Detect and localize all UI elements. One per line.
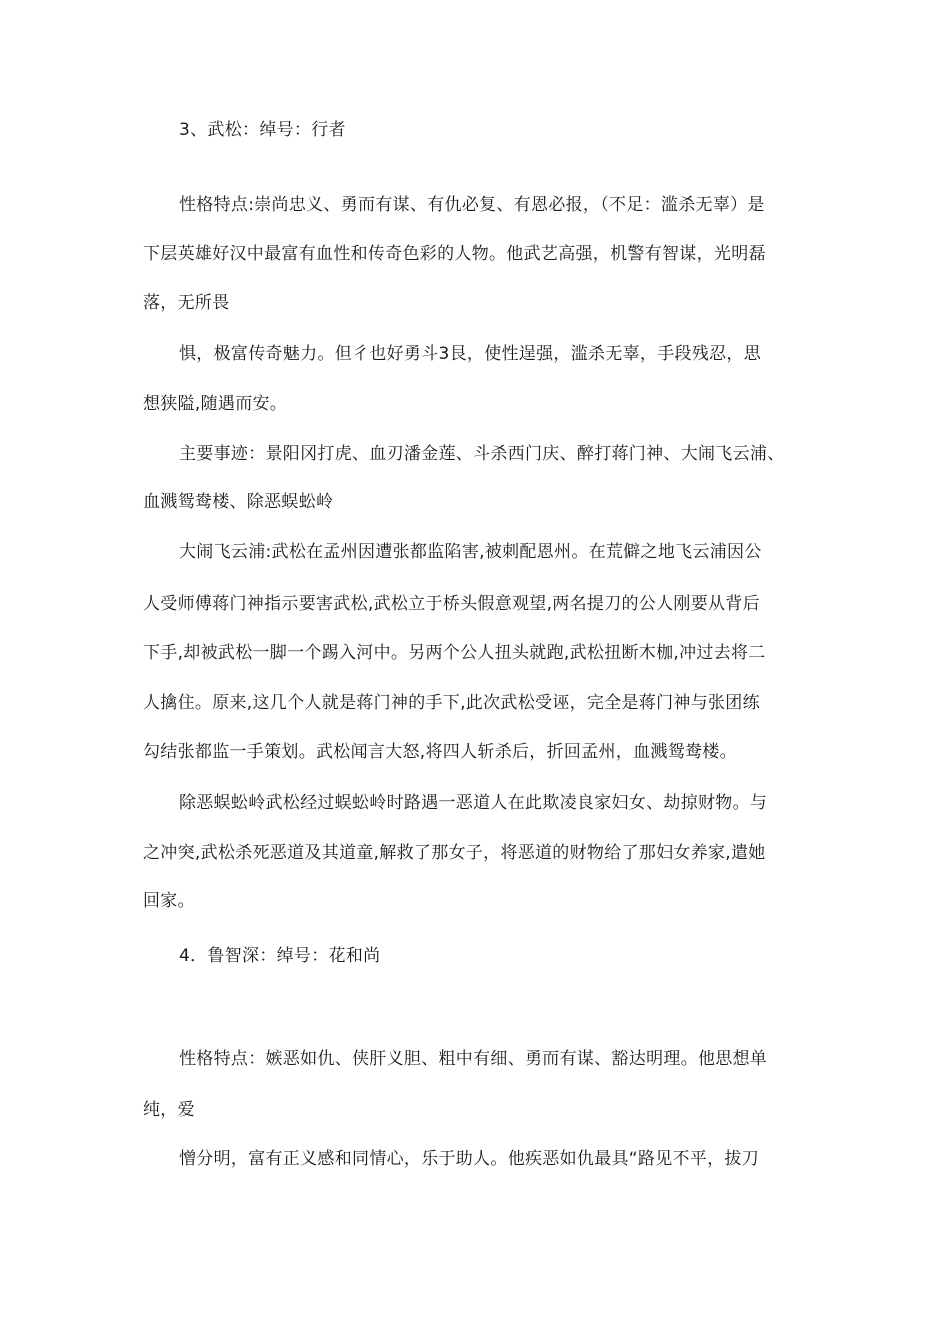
paragraph-line: 性格特点：嫉恶如仇、侠肝义胆、粗中有细、勇而有谋、豁达明理。他思想单 <box>179 1049 768 1069</box>
paragraph-line: 性格特点:崇尚忠义、勇而有谋、有仇必复、有恩必报，（不足：滥杀无辜）是 <box>179 195 765 215</box>
paragraph-line: 纯，爱 <box>143 1100 195 1120</box>
paragraph-line: 之冲突,武松杀死恶道及其道童,解救了那女子，将恶道的财物给了那妇女养家,遣她 <box>143 843 766 863</box>
heading-luzhishen: 4．鲁智深：绰号：花和尚 <box>179 946 381 966</box>
paragraph-line: 下手,却被武松一脚一个踢入河中。另两个公人扭头就跑,武松扭断木枷,冲过去将二 <box>143 643 766 663</box>
paragraph-line: 人受师傅蒋门神指示要害武松,武松立于桥头假意观望,两名提刀的公人刚要从背后 <box>143 594 760 614</box>
paragraph-line: 大闹飞云浦:武松在孟州因遭张都监陷害,被刺配恩州。在荒僻之地飞云浦因公 <box>179 542 762 562</box>
paragraph-line: 憎分明，富有正义感和同情心，乐于助人。他疾恶如仇最具“路见不平，拔刀 <box>179 1149 760 1169</box>
paragraph-line: 回家。 <box>143 891 195 911</box>
paragraph-line: 惧，极富传奇魅力。但彳也好勇斗3艮，使性逞强，滥杀无辜，手段残忍，思 <box>179 344 762 364</box>
paragraph-line: 除恶蜈蚣岭武松经过蜈蚣岭时路遇一恶道人在此欺凌良家妇女、劫掠财物。与 <box>179 793 768 813</box>
paragraph-line: 血溅鸳鸯楼、除恶蜈蚣岭 <box>143 492 334 512</box>
paragraph-line: 下层英雄好汉中最富有血性和传奇色彩的人物。他武艺高强，机警有智谋，光明磊 <box>143 244 766 264</box>
paragraph-line: 主要事迹：景阳冈打虎、血刃潘金莲、斗杀西门庆、醉打蒋门神、大闹飞云浦、 <box>179 444 785 464</box>
heading-wusong: 3、武松：绰号：行者 <box>179 120 346 140</box>
paragraph-line: 想狭隘,随遇而安。 <box>143 394 288 414</box>
paragraph-line: 落，无所畏 <box>143 293 230 313</box>
paragraph-line: 勾结张都监一手策划。武松闻言大怒,将四人斩杀后，折回孟州，血溅鸳鸯楼。 <box>143 742 737 762</box>
paragraph-line: 人擒住。原来,这几个人就是蒋门神的手下,此次武松受诬，完全是蒋门神与张团练 <box>143 693 760 713</box>
